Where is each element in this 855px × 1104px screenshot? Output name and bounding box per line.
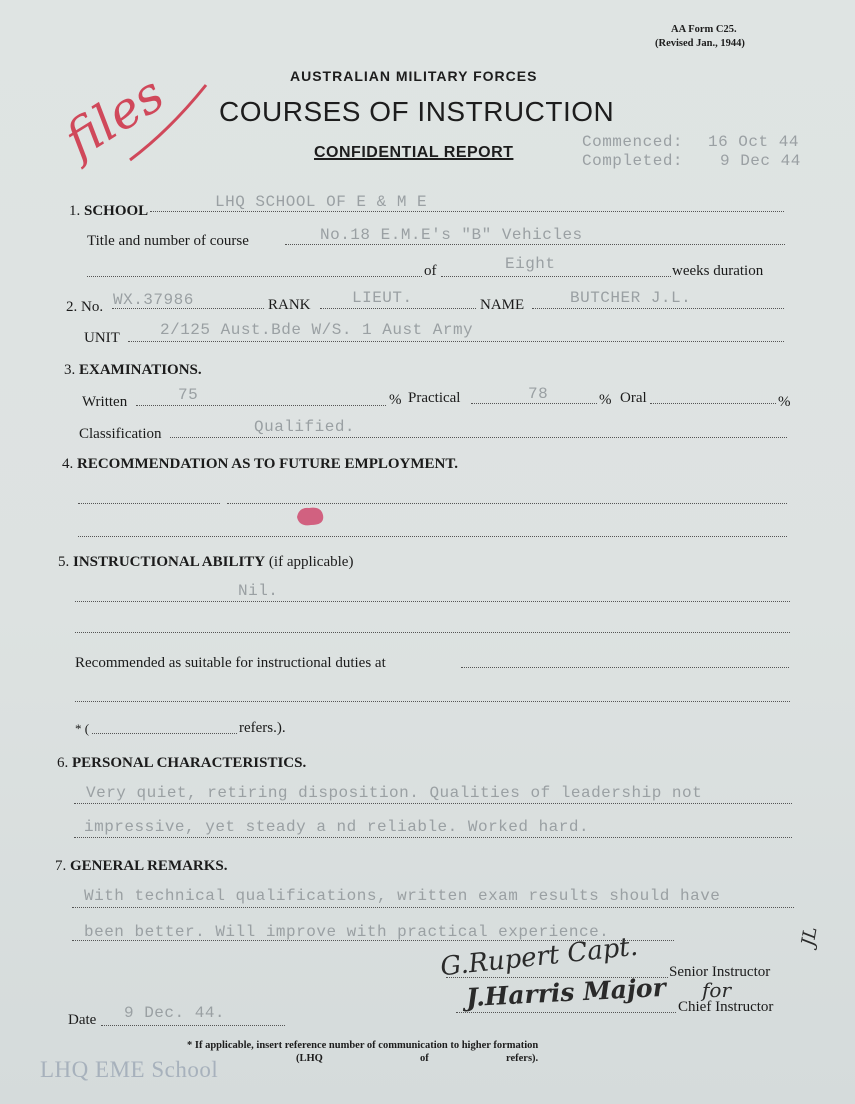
school-field [150,211,784,212]
name-value: BUTCHER J.L. [570,289,692,307]
section6-title: PERSONAL CHARACTERISTICS. [72,755,307,771]
written-percent: % [389,392,402,408]
instructional-line1 [75,601,790,602]
section7-title: GENERAL REMARKS. [70,858,228,874]
section4-number: 4. [62,456,74,472]
name-label: NAME [480,297,525,313]
refers-field [92,733,237,734]
recommended-field [461,667,789,668]
duration-field [441,276,671,277]
no-label: No. [81,299,104,315]
completed-value: 9 Dec 44 [720,152,801,170]
instructional-line2 [75,632,790,633]
section7-heading [55,858,228,875]
practical-percent: % [599,392,612,408]
personal-line1 [74,803,792,804]
section5-title: INSTRUCTIONAL ABILITY [73,554,266,570]
form-number: AA Form C25. [671,24,737,35]
section3-number: 3. [64,362,76,378]
section4-heading [62,456,458,473]
recommendation-line2 [78,536,787,537]
personal-text-line1: Very quiet, retiring disposition. Qualities of leadership not [86,784,703,802]
check-initials: JL [797,925,822,948]
classification-field [170,437,787,438]
course-label: Title and number of course [87,233,249,249]
course-field [285,244,785,245]
duration-value: Eight [505,255,556,273]
school-value: LHQ SCHOOL OF E & M E [215,193,428,211]
page-title: COURSES OF INSTRUCTION [219,96,615,127]
section2-number: 2. [66,299,78,315]
name-field [532,308,784,309]
recommended-label: Recommended as suitable for instructional duties at [75,655,386,671]
written-value: 75 [178,386,199,404]
practical-label: Practical [408,390,461,406]
refers-suffix: refers.). [239,720,286,736]
written-field [136,405,386,406]
classification-value: Qualified. [254,418,356,436]
personal-text-line2: impressive, yet steady a nd reliable. Worked hard. [84,818,590,836]
section3-title: EXAMINATIONS. [79,362,202,378]
section5-note: (if applicable) [268,554,354,570]
written-label: Written [82,394,128,410]
senior-instructor-label: Senior Instructor [669,964,771,980]
unit-label: UNIT [84,330,120,346]
refers-prefix: * ( [75,721,90,736]
instructional-value: Nil. [238,582,279,600]
chief-for-annotation: for [702,978,732,1002]
remarks-text-line2: been better. Will improve with practical experience. [84,923,610,941]
commenced-value: 16 Oct 44 [708,133,799,151]
red-ink-blot [293,503,327,529]
date-label: Date [68,1012,97,1028]
date-value: 9 Dec. 44. [124,1004,226,1022]
practical-value: 78 [528,385,549,403]
weeks-label: weeks duration [672,263,764,279]
chief-instructor-label: Chief Instructor [678,999,774,1015]
rank-field [320,308,476,309]
section6-heading [57,755,306,772]
footnote-refers: refers). [506,1053,539,1064]
completed-label: Completed: [582,152,684,170]
no-value: WX.37986 [113,291,194,309]
remarks-text-line1: With technical qualifications, written exam results should have [84,887,721,905]
section1-label [69,203,148,220]
remarks-line1 [72,907,794,908]
section5-number: 5. [58,554,70,570]
section3-heading [64,362,202,379]
section4-title: RECOMMENDATION AS TO FUTURE EMPLOYMENT. [77,456,458,472]
classification-label: Classification [79,426,162,442]
senior-signature: G.Rupert Capt. [438,931,640,983]
rank-value: LIEUT. [352,289,413,307]
chief-sign-line [456,1012,676,1013]
personal-line2 [74,837,792,838]
files-annotation: files [54,64,175,170]
footnote-line1: * If applicable, insert reference number of communication to higher formation [187,1040,539,1051]
footnote-of: of [420,1053,429,1064]
oral-percent: % [778,394,791,410]
rank-label: RANK [268,297,311,313]
section2-no-label [66,299,103,316]
section7-number: 7. [55,858,67,874]
org-heading: AUSTRALIAN MILITARY FORCES [290,68,538,84]
recommendation-line1-a [78,503,220,504]
date-field [101,1025,285,1026]
form-revision: (Revised Jan., 1944) [655,38,745,49]
unit-value: 2/125 Aust.Bde W/S. 1 Aust Army [160,321,474,339]
course-value: No.18 E.M.E's "B" Vehicles [320,226,583,244]
section1-title: SCHOOL [84,203,149,219]
recommended-line2 [75,701,790,702]
section6-number: 6. [57,755,69,771]
chief-signature: J.Harris Major [465,972,667,1013]
unit-field [128,341,784,342]
page-subtitle: CONFIDENTIAL REPORT [314,144,514,161]
section1-number: 1. [69,203,81,219]
oral-field [650,403,776,404]
footnote-lhq: (LHQ [296,1053,323,1064]
school-stamp: LHQ EME School [40,1057,219,1082]
files-underline [120,80,220,170]
of-label: of [424,263,437,279]
practical-field [471,403,597,404]
oral-label: Oral [620,390,647,406]
section5-heading [58,554,353,571]
course-field-line2 [87,276,422,277]
commenced-label: Commenced: [582,133,684,151]
